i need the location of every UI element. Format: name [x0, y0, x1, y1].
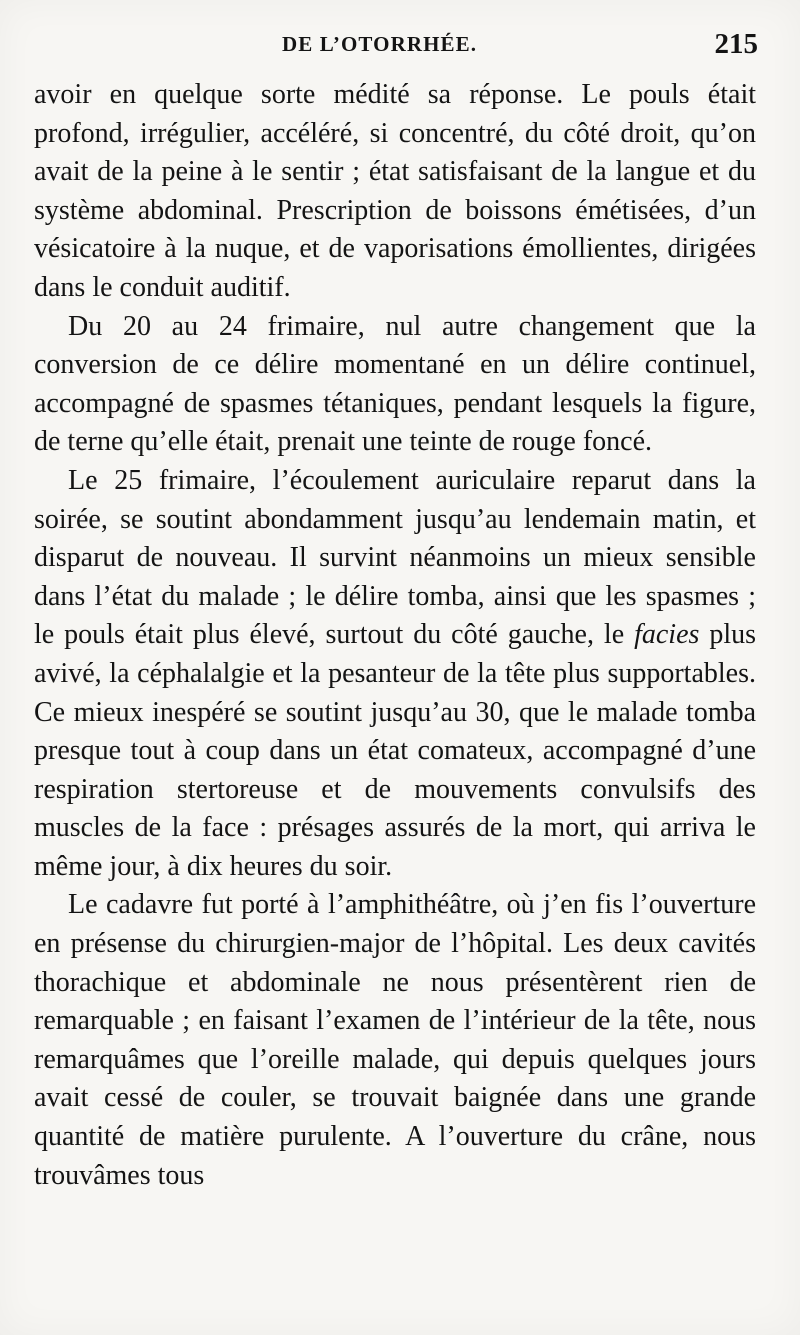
page-body	[34, 76, 756, 1195]
paragraph-3-suffix: plus avivé, la céphalalgie et la pesanteur de la tête plus supportables. Ce mieux inespéré se soutint jusqu’au 30, que le malade tomba presque tout à coup dans un état comateux, accompagné d’une respiration stertoreuse et de mouvements convulsifs des muscles de la face : présages assurés de la mort, qui arriva le même jour, à dix heures du soir.	[34, 619, 757, 882]
running-title: DE L’OTORRHÉE.	[282, 32, 478, 56]
paragraph-3	[34, 462, 756, 887]
paragraph-3-italic-term: facies	[634, 619, 700, 651]
paragraph-3-prefix: Le 25 frimaire, l’écoulement auriculaire reparut dans la soirée, se soutint abondamment jusqu’au lendemain matin, et disparut de nouveau. Il survint néanmoins un mieux sensible dans l’état du malade ; le délire tomba, ainsi que les spasmes ; le pouls était plus élevé, surtout du côté gauche, le	[34, 464, 756, 651]
paragraph-4: Le cadavre fut porté à l’amphithéâtre, où j’en fis l’ouverture en présense du chirurgien-major de l’hôpital. Les deux cavités thorachique et abdominale ne nous présentèrent rien de remarquable ; en faisant l’examen de l’intérieur de la tête, nous remarquâmes que l’oreille malade, qui depuis quelques jours avait cessé de couler, se trouvait baignée dans une grande quantité de matière purulente. A l’ouverture du crâne, nous trouvâmes tous	[34, 889, 756, 1191]
paragraph-1: avoir en quelque sorte médité sa réponse. Le pouls était profond, irrégulier, accéléré, si concentré, du côté droit, qu’on avait de la peine à le sentir ; état satisfaisant de la langue et du système abdominal. Prescription de boissons émétisées, d’un vésicatoire à la nuque, et de vaporisations émollientes, dirigées dans le conduit auditif.	[34, 79, 756, 303]
paragraph-2: Du 20 au 24 frimaire, nul autre changement que la conversion de ce délire momentané en un délire continuel, accompagné de spasmes tétaniques, pendant lesquels la figure, de terne qu’elle était, prenait une teinte de rouge foncé.	[34, 310, 756, 458]
page-number: 215	[714, 28, 758, 60]
page-header	[34, 28, 756, 70]
